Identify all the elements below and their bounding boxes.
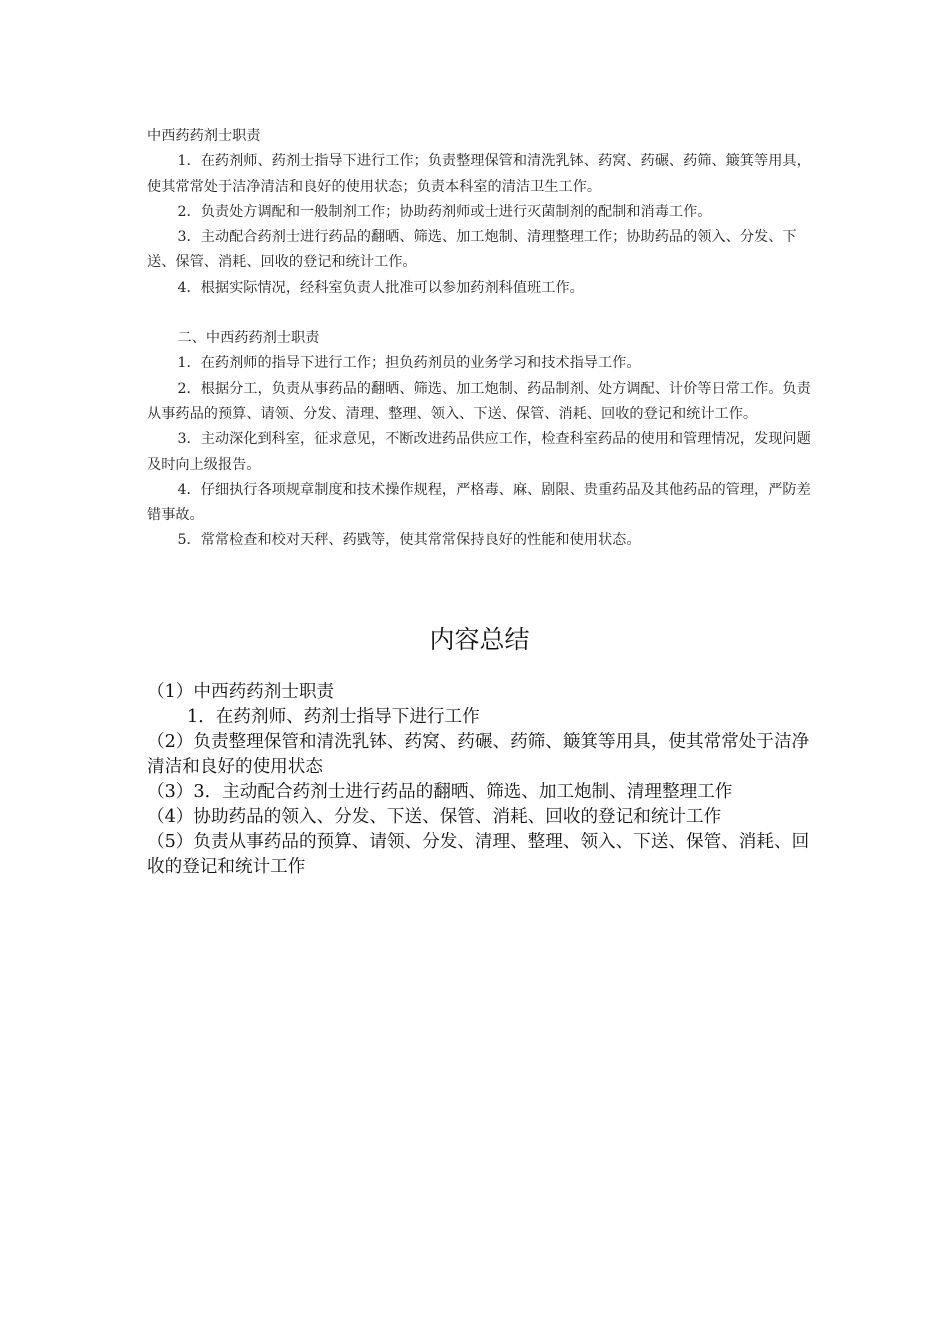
summary-item: （1）中西药药剂士职责 (147, 682, 335, 702)
summary-title: 内容总结 (429, 625, 530, 654)
duty-paragraph: 4．仔细执行各项规章制度和技术操作规程，严格毒、麻、剧限、贵重药品及其他药品的管理，严防差错事故。 (147, 481, 811, 524)
summary-item: 1．在药剂师、药剂士指导下进行工作 (187, 707, 480, 727)
document-body (147, 124, 812, 554)
duty-paragraph: 2．根据分工，负责从事药品的翻晒、筛选、加工炮制、药品制剂、处方调配、计价等日常工作。负责从事药品的预算、请领、分发、清理、整理、领入、下送、保管、消耗、回收的登记和统计工作。 (147, 380, 811, 422)
document-title: 中西药药剂士职责 (147, 128, 261, 144)
section-heading: 二、中西药药剂士职责 (177, 330, 320, 347)
duty-paragraph: 3．主动配合药剂士进行药品的翻晒、筛选、加工炮制、清理整理工作；协助药品的领入、分发、下送、保管、消耗、回收的登记和统计工作。 (147, 229, 797, 271)
summary-item: （5）负责从事药品的预算、请领、分发、清理、整理、领入、下送、保管、消耗、回收的登记和统计工作 (147, 832, 810, 877)
summary-item: （2）负责整理保管和清洗乳钵、药窝、药碾、药筛、簸箕等用具，使其常常处于洁净清洁和良好的使用状态 (147, 732, 810, 777)
duty-paragraph: 1．在药剂师的指导下进行工作；担负药剂员的业务学习和技术指导工作。 (177, 355, 641, 372)
duty-paragraph: 1．在药剂师、药剂士指导下进行工作；负责整理保管和清洗乳钵、药窝、药碾、药筛、簸箕等用具，使其常常处于洁净清洁和良好的使用状态；负责本科室的清洁卫生工作。 (147, 153, 811, 195)
duty-paragraph: 5．常常检查和校对天秤、药戥等，使其常常保持良好的性能和使用状态。 (177, 532, 641, 549)
summary-item: （3）3．主动配合药剂士进行药品的翻晒、筛选、加工炮制、清理整理工作 (147, 782, 733, 802)
duty-paragraph: 4．根据实际情况，经科室负责人批准可以参加药剂科值班工作。 (177, 279, 584, 296)
summary-item: （4）协助药品的领入、分发、下送、保管、消耗、回收的登记和统计工作 (147, 807, 722, 827)
duty-paragraph: 2．负责处方调配和一般制剂工作；协助药剂师或士进行灭菌制剂的配制和消毒工作。 (177, 203, 712, 220)
paragraph-spacer (147, 301, 812, 326)
duty-paragraph: 3．主动深化到科室，征求意见，不断改进药品供应工作，检查科室药品的使用和管理情况，发现问题及时向上级报告。 (147, 431, 811, 473)
summary-section (147, 620, 812, 880)
